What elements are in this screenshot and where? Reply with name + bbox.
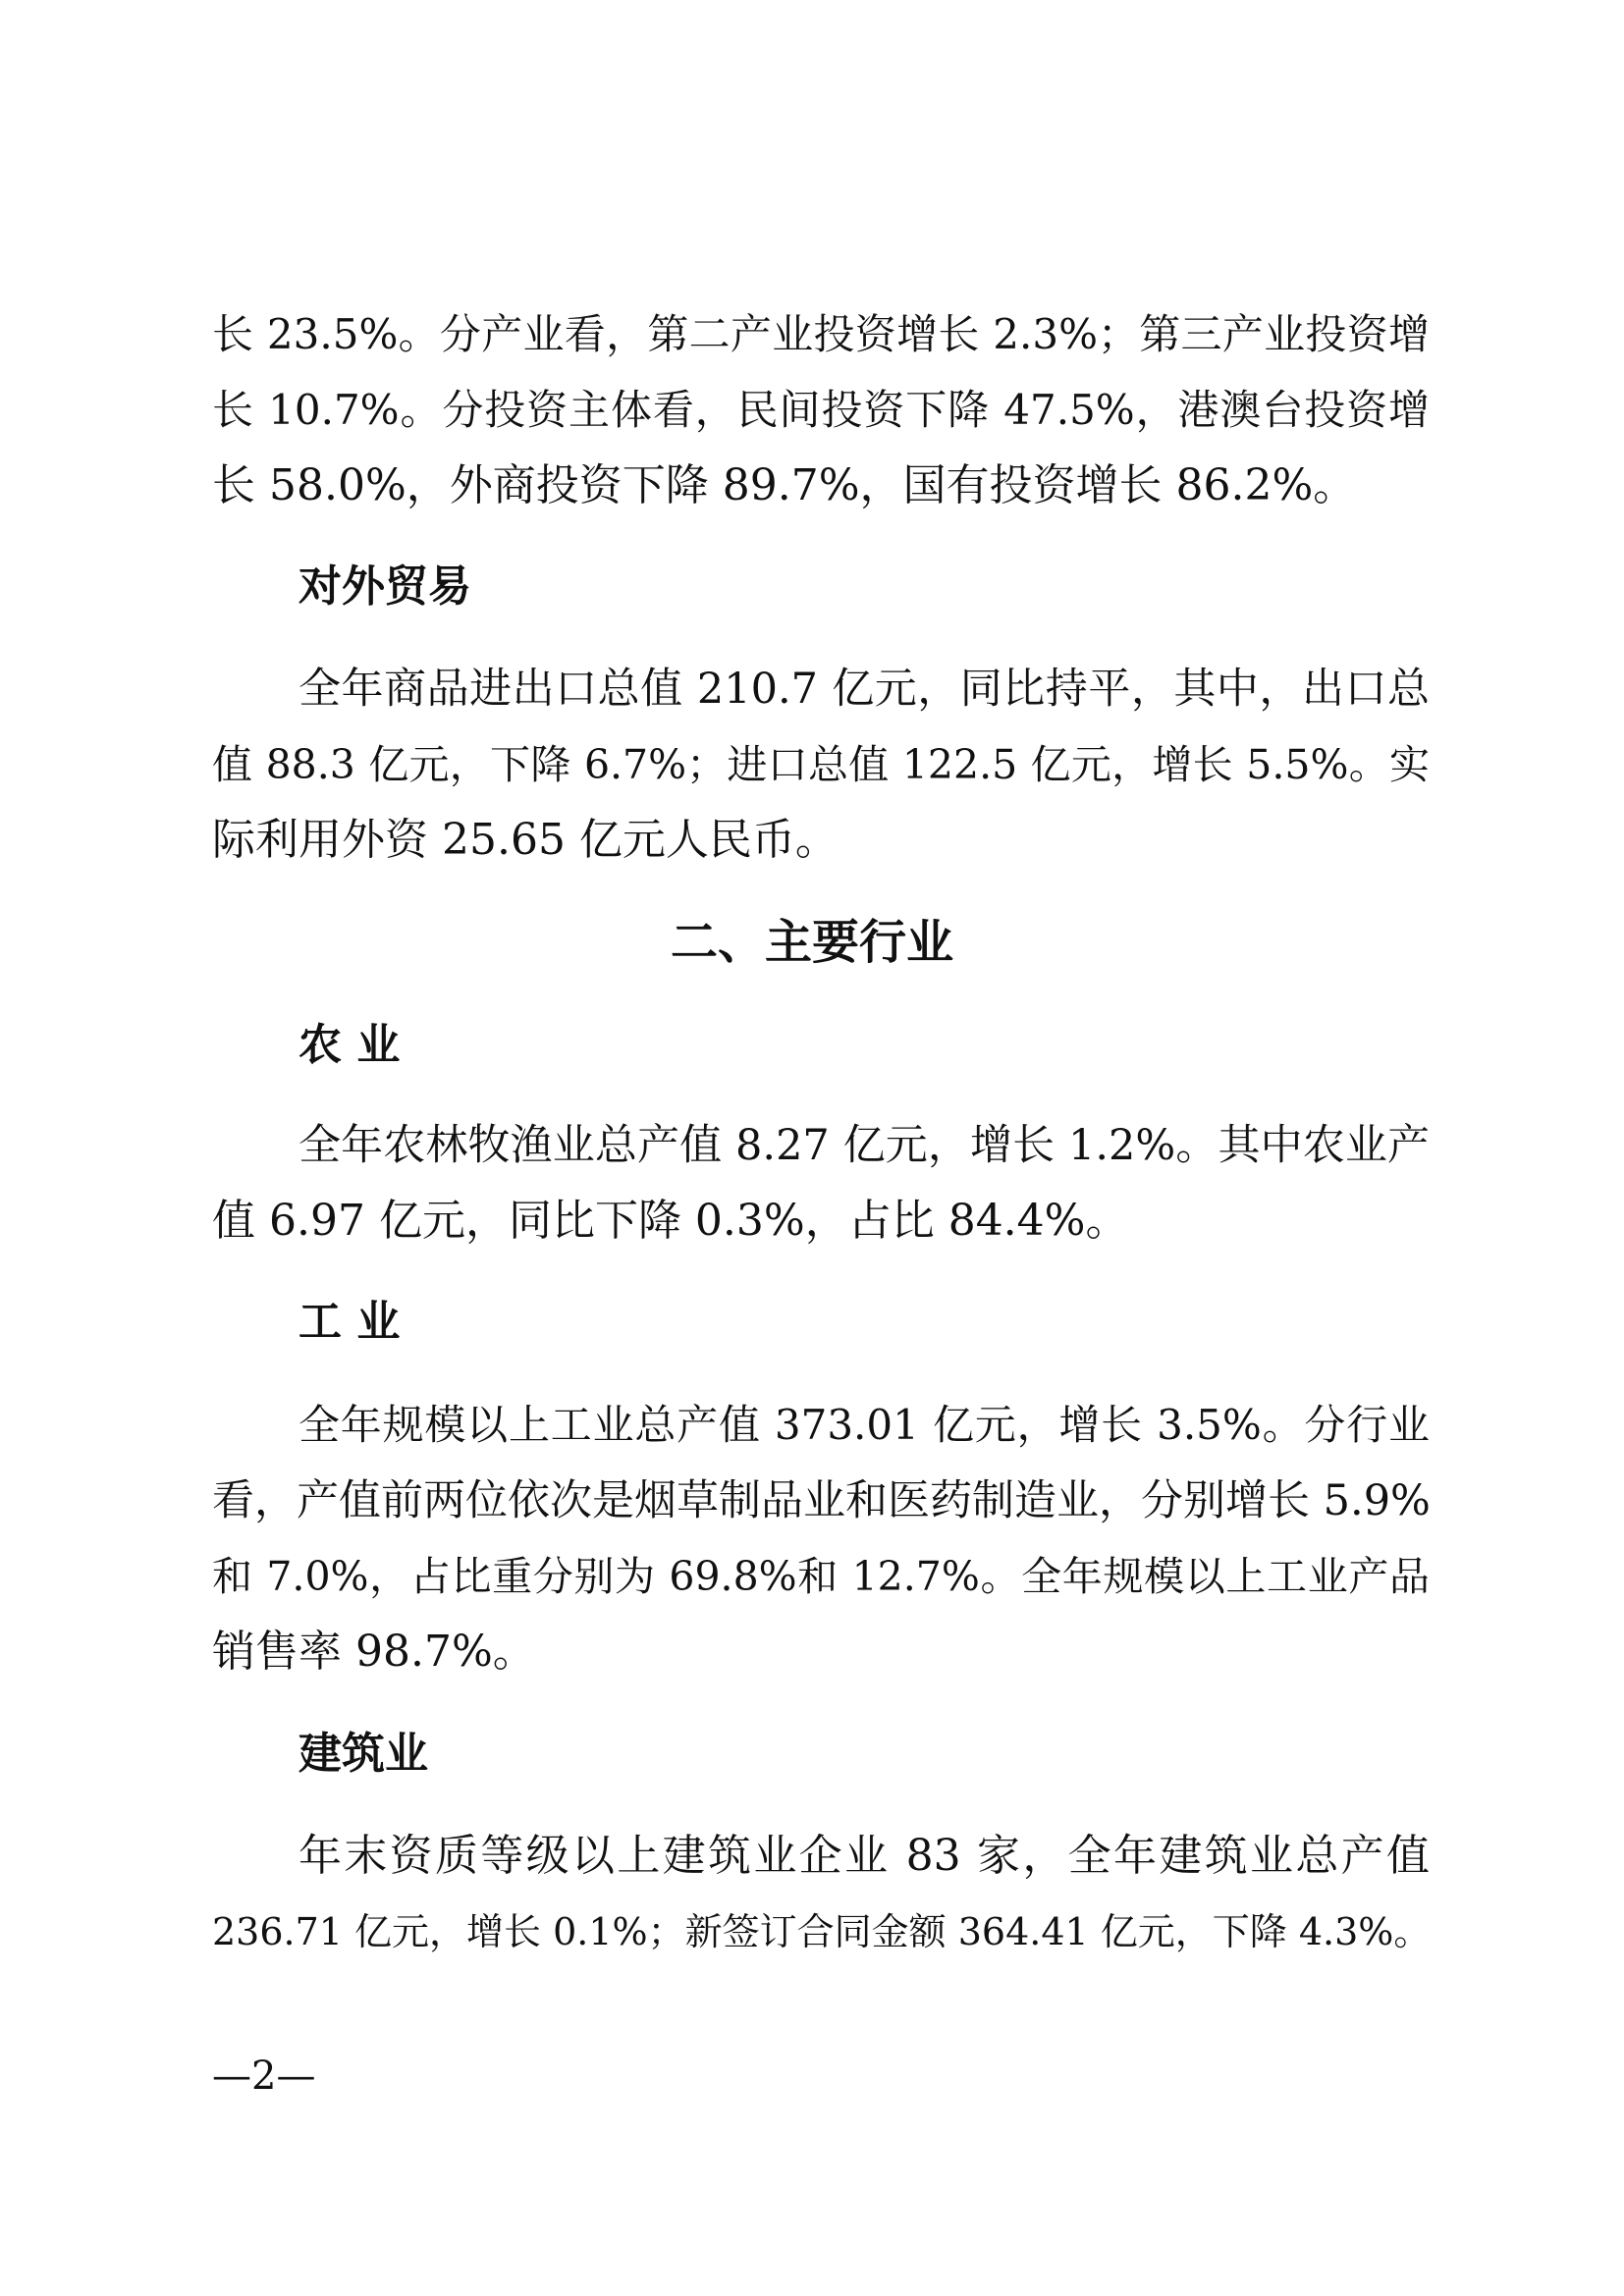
subsection-heading-industry: 工 业 (298, 1297, 401, 1347)
paragraph-line: 际利用外资 25.65 亿元人民币。 (212, 815, 839, 865)
paragraph-line: 长 58.0%，外商投资下降 89.7%，国有投资增长 86.2%。 (212, 460, 1357, 510)
paragraph-line: 长 23.5%。分产业看，第二产业投资增长 2.3%；第三产业投资增 (212, 310, 1430, 358)
paragraph-line: 长 10.7%。分投资主体看，民间投资下降 47.5%，港澳台投资增 (212, 386, 1430, 434)
subsection-heading-foreign-trade: 对外贸易 (298, 561, 471, 612)
section-title: 二、主要行业 (670, 915, 953, 970)
paragraph-line: 和 7.0%，占比重分别为 69.8%和 12.7%。全年规模以上工业产品 (212, 1553, 1430, 1600)
paragraph-line: 看，产值前两位依次是烟草制品业和医药制造业，分别增长 5.9% (212, 1476, 1431, 1525)
subsection-heading-agriculture: 农 业 (298, 1020, 401, 1070)
paragraph-line: 全年农林牧渔业总产值 8.27 亿元，增长 1.2%。其中农业产 (298, 1121, 1430, 1170)
paragraph-line: 销售率 98.7%。 (212, 1627, 536, 1677)
paragraph-line: 值 6.97 亿元，同比下降 0.3%，占比 84.4%。 (212, 1196, 1129, 1246)
paragraph-line: 值 88.3 亿元，下降 6.7%；进口总值 122.5 亿元，增长 5.5%。实 (212, 741, 1430, 788)
subsection-heading-construction: 建筑业 (298, 1729, 428, 1779)
paragraph-line: 236.71 亿元，增长 0.1%；新签订合同金额 364.41 亿元，下降 4.3%。 (212, 1910, 1432, 1953)
paragraph-line: 全年商品进出口总值 210.7 亿元，同比持平，其中，出口总 (298, 665, 1430, 714)
paragraph-line: 年末资质等级以上建筑业企业 83 家，全年建筑业总产值 (298, 1831, 1430, 1881)
page-number: —2— (212, 2054, 316, 2099)
paragraph-line: 全年规模以上工业总产值 373.01 亿元，增长 3.5%。分行业 (298, 1401, 1430, 1449)
